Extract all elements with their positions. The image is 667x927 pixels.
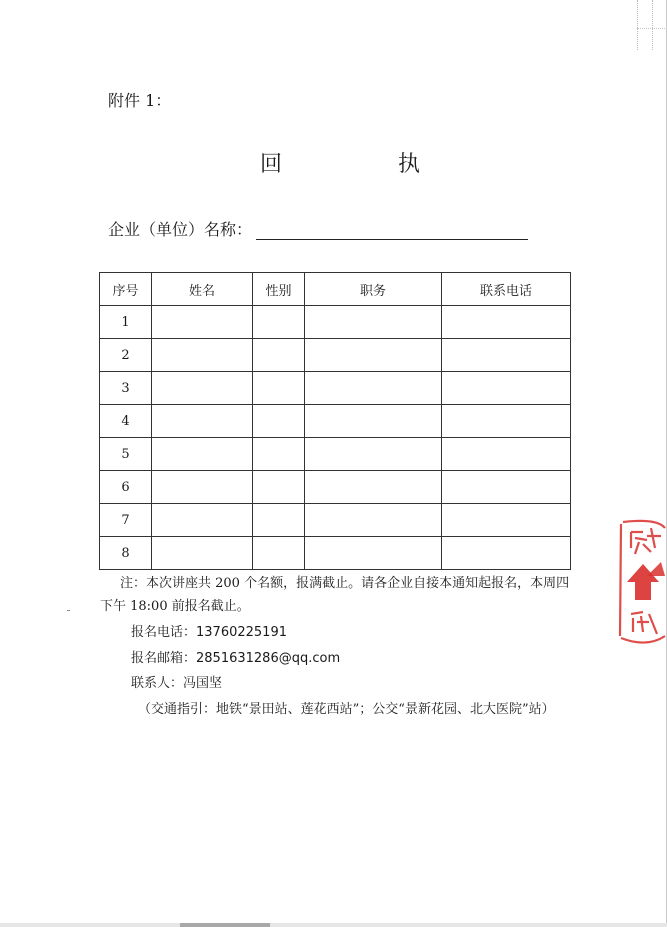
header-index: 序号 xyxy=(100,273,152,306)
cell-name[interactable] xyxy=(152,339,253,372)
cell-position[interactable] xyxy=(305,537,442,570)
row-index: 6 xyxy=(100,471,152,504)
phone-row xyxy=(131,621,287,640)
cell-position[interactable] xyxy=(305,471,442,504)
cell-gender[interactable] xyxy=(253,438,305,471)
cell-name[interactable] xyxy=(152,471,253,504)
cell-name[interactable] xyxy=(152,537,253,570)
cell-gender[interactable] xyxy=(253,405,305,438)
cell-position[interactable] xyxy=(305,438,442,471)
company-name-label: 企业（单位）名称： xyxy=(108,220,253,239)
table-row xyxy=(100,372,571,405)
cell-gender[interactable] xyxy=(253,339,305,372)
transit-guide: （交通指引：地铁“景田站、莲花西站”；公交“景新花园、北大医院”站） xyxy=(138,702,555,717)
cell-position[interactable] xyxy=(305,306,442,339)
row-index: 5 xyxy=(100,438,152,471)
note-text: 注：本次讲座共 200 个名额，报满截止。请各企业自接本通知起报名，本周四下午 18:00 前报名截止。 xyxy=(100,576,570,614)
row-index: 8 xyxy=(100,537,152,570)
company-name-row xyxy=(108,217,528,240)
scan-corner-mark-2 xyxy=(637,0,667,29)
phone-value: 13760225191 xyxy=(196,625,287,640)
title-char-2: 执 xyxy=(397,152,420,177)
row-index: 7 xyxy=(100,504,152,537)
table-row xyxy=(100,438,571,471)
table-row xyxy=(100,339,571,372)
email-label: 报名邮箱： xyxy=(131,651,197,666)
cell-gender[interactable] xyxy=(253,471,305,504)
header-phone: 联系电话 xyxy=(442,273,571,306)
cell-phone[interactable] xyxy=(442,339,571,372)
cell-name[interactable] xyxy=(152,438,253,471)
table-header-row xyxy=(100,273,571,306)
table-row xyxy=(100,306,571,339)
email-value: 2851631286@qq.com xyxy=(196,651,341,666)
company-name-field[interactable] xyxy=(256,219,528,240)
title-char-1: 回 xyxy=(260,152,283,177)
table-row xyxy=(100,471,571,504)
cell-phone[interactable] xyxy=(442,537,571,570)
registration-table xyxy=(99,272,571,570)
cell-phone[interactable] xyxy=(442,504,571,537)
cell-position[interactable] xyxy=(305,339,442,372)
cell-phone[interactable] xyxy=(442,471,571,504)
table-row xyxy=(100,537,571,570)
contact-row: 联系人：冯国坚 xyxy=(131,676,223,691)
scrollbar-thumb[interactable] xyxy=(180,923,270,927)
header-name: 姓名 xyxy=(152,273,253,306)
row-index: 4 xyxy=(100,405,152,438)
page-title xyxy=(260,147,420,178)
cell-gender[interactable] xyxy=(253,306,305,339)
table-row xyxy=(100,504,571,537)
cell-phone[interactable] xyxy=(442,405,571,438)
phone-label: 报名电话： xyxy=(131,625,197,640)
cell-gender[interactable] xyxy=(253,504,305,537)
header-gender: 性别 xyxy=(253,273,305,306)
cell-position[interactable] xyxy=(305,405,442,438)
scan-bottom-bar xyxy=(0,923,667,927)
cell-name[interactable] xyxy=(152,405,253,438)
cell-gender[interactable] xyxy=(253,372,305,405)
scan-speck xyxy=(67,610,70,611)
cell-gender[interactable] xyxy=(253,537,305,570)
cell-name[interactable] xyxy=(152,306,253,339)
row-index: 1 xyxy=(100,306,152,339)
cell-name[interactable] xyxy=(152,372,253,405)
red-seal-stamp-icon xyxy=(617,518,667,648)
header-position: 职务 xyxy=(305,273,442,306)
registration-notes xyxy=(100,572,570,618)
row-index: 2 xyxy=(100,339,152,372)
cell-name[interactable] xyxy=(152,504,253,537)
cell-phone[interactable] xyxy=(442,438,571,471)
cell-phone[interactable] xyxy=(442,306,571,339)
table-row xyxy=(100,405,571,438)
attachment-label: 附件 1： xyxy=(108,91,172,110)
email-row xyxy=(131,647,340,666)
row-index: 3 xyxy=(100,372,152,405)
cell-position[interactable] xyxy=(305,372,442,405)
cell-position[interactable] xyxy=(305,504,442,537)
cell-phone[interactable] xyxy=(442,372,571,405)
